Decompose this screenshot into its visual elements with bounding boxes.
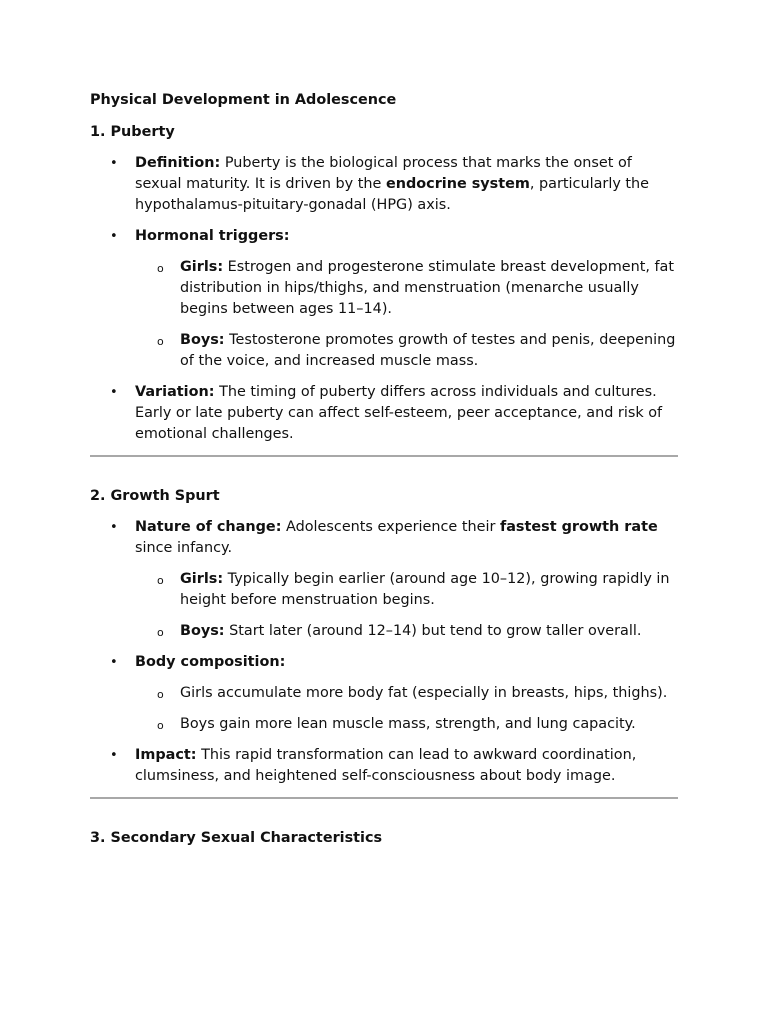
sub-item-label: Boys:: [180, 332, 225, 348]
sub-item-text: Girls accumulate more body fat (especially in breasts, hips, thighs).: [180, 685, 668, 701]
sub-list-item: [135, 683, 678, 704]
bullet-icon: •: [110, 748, 118, 763]
list-item: [90, 226, 678, 372]
item-emphasis: fastest growth rate: [499, 519, 658, 535]
circle-bullet-icon: o: [157, 719, 164, 732]
sub-item-label: Girls:: [180, 259, 224, 275]
sub-list-item: [135, 621, 678, 642]
section-heading-puberty: 1. Puberty: [90, 124, 175, 140]
section-divider: [90, 797, 678, 799]
bullet-icon: •: [110, 229, 118, 244]
sub-item-label: Girls:: [180, 571, 224, 587]
circle-bullet-icon: o: [157, 626, 164, 639]
item-label: Hormonal triggers:: [135, 228, 290, 244]
bullet-icon: •: [110, 655, 118, 670]
sub-item-text: Boys gain more lean muscle mass, strength, and lung capacity.: [180, 716, 636, 732]
puberty-list: [90, 153, 678, 445]
growth-spurt-list: [90, 517, 678, 787]
item-label: Variation:: [135, 384, 215, 400]
sub-item-label: Boys:: [180, 623, 225, 639]
sub-list-item: [135, 257, 678, 320]
list-item: [90, 382, 678, 445]
sub-list: [135, 569, 678, 642]
circle-bullet-icon: o: [157, 688, 164, 701]
bullet-icon: •: [110, 385, 118, 400]
item-label: Impact:: [135, 747, 197, 763]
sub-item-text: Estrogen and progesterone stimulate breast development, fat distribution in hips/thighs, and menstruation (menarche usually begins between ages 11–14).: [180, 259, 675, 317]
section-heading-secondary-sexual-characteristics: 3. Secondary Sexual Characteristics: [90, 830, 383, 846]
bullet-icon: •: [110, 156, 118, 171]
sub-item-text: Start later (around 12–14) but tend to grow taller overall.: [224, 623, 642, 639]
sub-list-item: [135, 569, 678, 611]
list-item: [90, 652, 678, 735]
item-text: since infancy.: [135, 540, 233, 556]
item-label: Nature of change:: [135, 519, 282, 535]
circle-bullet-icon: o: [157, 574, 164, 587]
circle-bullet-icon: o: [157, 262, 164, 275]
sub-list-item: [135, 714, 678, 735]
item-label: Definition:: [135, 155, 221, 171]
item-label: Body composition:: [135, 654, 286, 670]
item-emphasis: endocrine system: [385, 176, 530, 192]
item-text: This rapid transformation can lead to awkward coordination, clumsiness, and heightened self-consciousness about body image.: [135, 747, 637, 784]
sub-list: [135, 683, 678, 735]
item-text: The timing of puberty differs across individuals and cultures. Early or late puberty can affect self-esteem, peer acceptance, and risk of emotional challenges.: [135, 384, 663, 442]
item-text: Puberty is the biological process that marks the onset of sexual maturity. It is driven by the: [135, 155, 632, 192]
list-item: [90, 745, 678, 787]
sub-list: [135, 257, 678, 372]
sub-item-text: Typically begin earlier (around age 10–12), growing rapidly in height before menstruation begins.: [180, 571, 670, 608]
list-item: [90, 517, 678, 642]
bullet-icon: •: [110, 520, 118, 535]
section-heading-growth-spurt: 2. Growth Spurt: [90, 488, 220, 504]
item-text: Adolescents experience their: [281, 519, 500, 535]
sub-item-text: Testosterone promotes growth of testes and penis, deepening of the voice, and increased muscle mass.: [180, 332, 676, 369]
document-body: [90, 90, 678, 859]
list-item: [90, 153, 678, 216]
section-divider: [90, 455, 678, 457]
item-text: , particularly the hypothalamus-pituitary-gonadal (HPG) axis.: [135, 176, 650, 213]
document-title: Physical Development in Adolescence: [90, 92, 397, 108]
circle-bullet-icon: o: [157, 335, 164, 348]
sub-list-item: [135, 330, 678, 372]
